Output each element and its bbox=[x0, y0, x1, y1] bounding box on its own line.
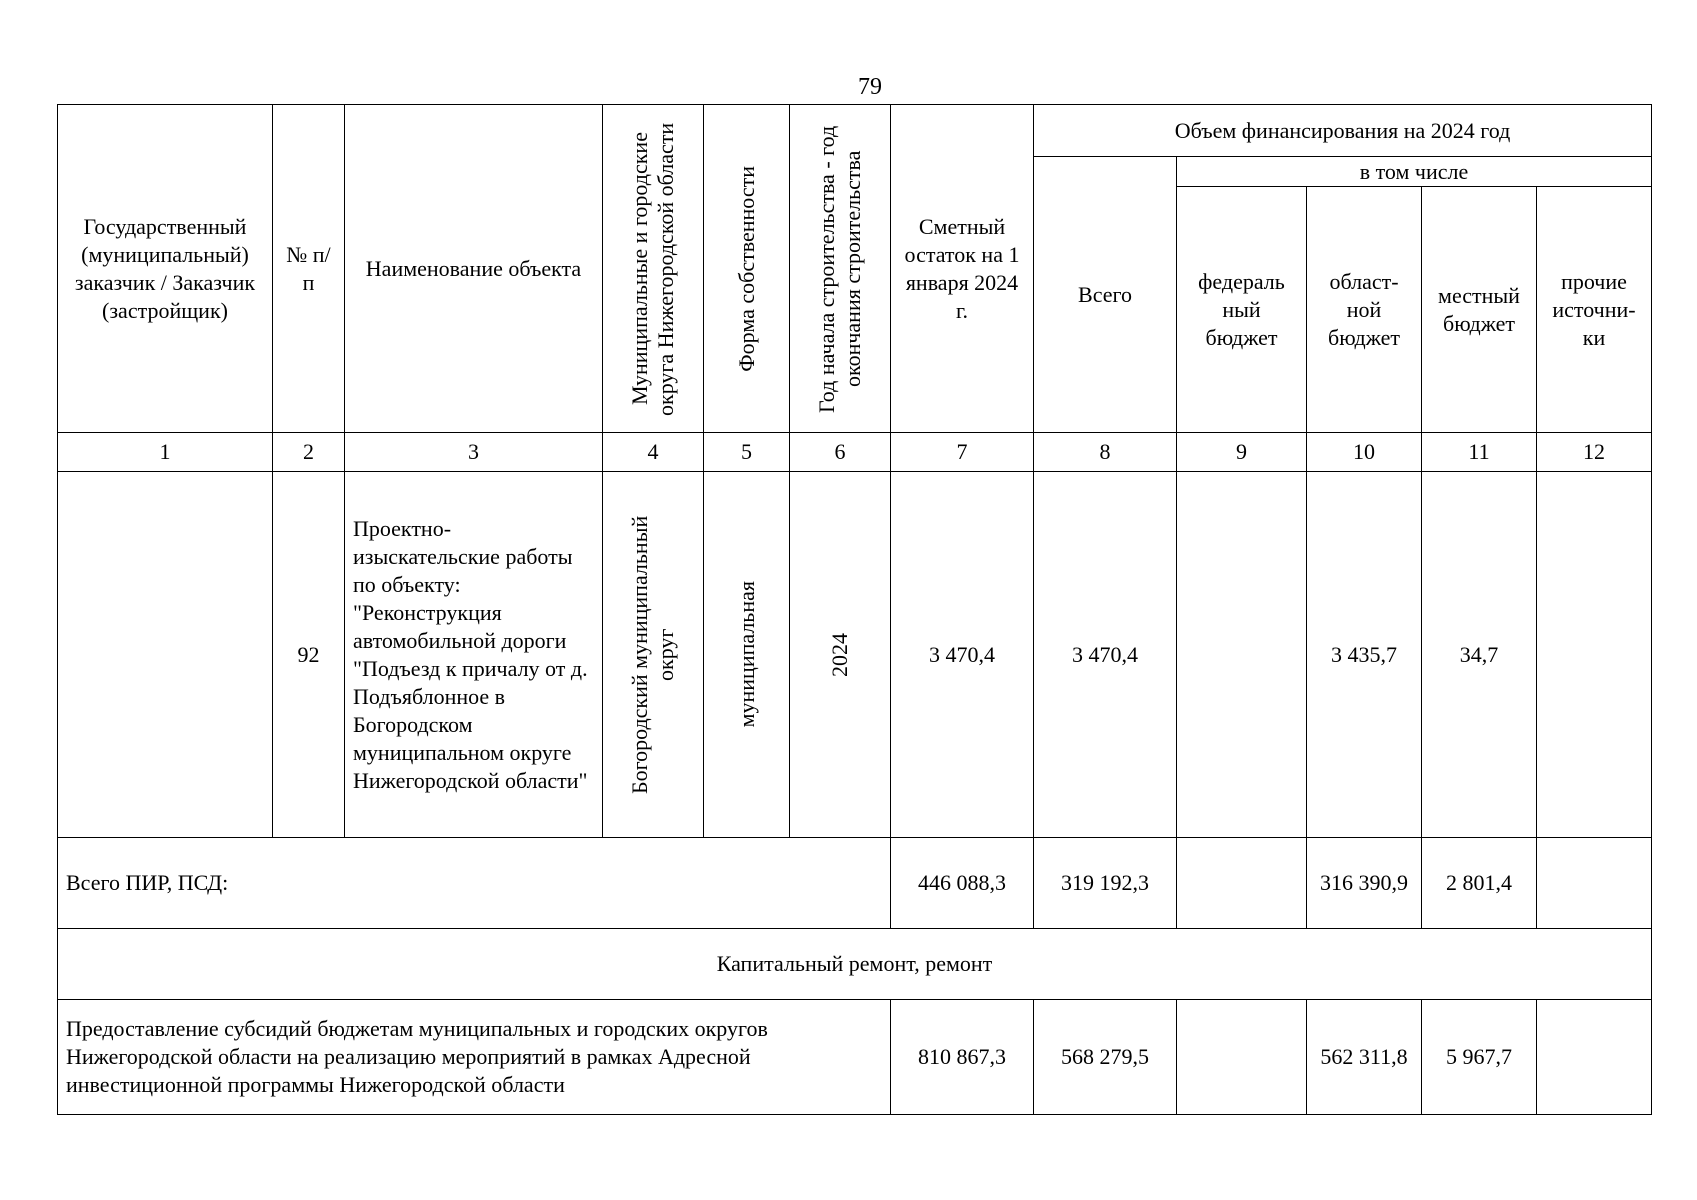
row-92-ownership bbox=[704, 472, 790, 838]
total-pir-local: 2 801,4 bbox=[1422, 838, 1537, 929]
header-number: № п/п bbox=[273, 105, 345, 433]
total-pir-federal bbox=[1177, 838, 1307, 929]
total-pir-total: 319 192,3 bbox=[1034, 838, 1177, 929]
row-92-customer bbox=[58, 472, 273, 838]
header-estimate-balance: Сметный остаток на 1 января 2024 г. bbox=[891, 105, 1034, 433]
header-ownership bbox=[704, 105, 790, 433]
row-92-total: 3 470,4 bbox=[1034, 472, 1177, 838]
column-number: 11 bbox=[1422, 433, 1537, 472]
header-federal: федераль ный бюджет bbox=[1177, 187, 1307, 433]
column-number: 6 bbox=[790, 433, 891, 472]
section-row bbox=[58, 929, 1652, 1000]
total-pir-row bbox=[58, 838, 1652, 929]
total-pir-estimate: 446 088,3 bbox=[891, 838, 1034, 929]
header-local: местный бюджет bbox=[1422, 187, 1537, 433]
row-92-estimate: 3 470,4 bbox=[891, 472, 1034, 838]
column-number: 2 bbox=[273, 433, 345, 472]
column-number: 1 bbox=[58, 433, 273, 472]
column-number: 8 bbox=[1034, 433, 1177, 472]
subsidy-local: 5 967,7 bbox=[1422, 1000, 1537, 1115]
column-number: 3 bbox=[345, 433, 603, 472]
row-92-regional: 3 435,7 bbox=[1307, 472, 1422, 838]
subsidy-regional: 562 311,8 bbox=[1307, 1000, 1422, 1115]
total-pir-other bbox=[1537, 838, 1652, 929]
header-years bbox=[790, 105, 891, 433]
financing-table bbox=[57, 104, 1652, 1115]
row-92-number: 92 bbox=[273, 472, 345, 838]
column-number: 10 bbox=[1307, 433, 1422, 472]
column-number: 7 bbox=[891, 433, 1034, 472]
header-row-1 bbox=[58, 105, 1652, 157]
page-number: 79 bbox=[858, 74, 882, 100]
row-92-ownership-text: муниципальная bbox=[733, 581, 759, 728]
subsidy-federal bbox=[1177, 1000, 1307, 1115]
row-92-year-text: 2024 bbox=[827, 632, 852, 677]
column-number: 5 bbox=[704, 433, 790, 472]
row-92-object-name: Проектно-изыскательские работы по объекту: "Реконструкция автомобильной дороги "Подъезд к причалу от д. Подъяблонное в Богородском муниципальном округе Нижегородской области" bbox=[345, 472, 603, 838]
total-pir-label: Всего ПИР, ПСД: bbox=[58, 838, 891, 929]
column-number: 4 bbox=[603, 433, 704, 472]
subsidy-label: Предоставление субсидий бюджетам муниципальных и городских округов Нижегородской области на реализацию мероприятий в рамках Адресной инвестиционной программы Нижегородской области bbox=[58, 1000, 891, 1115]
header-total: Всего bbox=[1034, 157, 1177, 433]
subsidy-estimate: 810 867,3 bbox=[891, 1000, 1034, 1115]
header-financing-title: Объем финансирования на 2024 год bbox=[1034, 105, 1652, 157]
column-number: 12 bbox=[1537, 433, 1652, 472]
header-including: в том числе bbox=[1177, 157, 1652, 187]
header-other: прочие источни- ки bbox=[1537, 187, 1652, 433]
subsidy-total: 568 279,5 bbox=[1034, 1000, 1177, 1115]
row-92-municipality-text: Богородский муниципальный округ bbox=[627, 515, 678, 794]
total-pir-regional: 316 390,9 bbox=[1307, 838, 1422, 929]
column-number-row bbox=[58, 433, 1652, 472]
subsidy-row bbox=[58, 1000, 1652, 1115]
row-92-municipality bbox=[603, 472, 704, 838]
row-92-other bbox=[1537, 472, 1652, 838]
header-object-name: Наименование объекта bbox=[345, 105, 603, 433]
row-92-year bbox=[790, 472, 891, 838]
row-92-local: 34,7 bbox=[1422, 472, 1537, 838]
header-municipality bbox=[603, 105, 704, 433]
header-customer: Государственный (муниципальный) заказчик / Заказчик (застройщик) bbox=[58, 105, 273, 433]
header-municipality-text: Муниципальные и городские округа Нижегородской области bbox=[627, 121, 678, 416]
column-number: 9 bbox=[1177, 433, 1307, 472]
table-row-92 bbox=[58, 472, 1652, 838]
subsidy-other bbox=[1537, 1000, 1652, 1115]
header-years-text: Год начала строительства - год окончания строительства bbox=[814, 124, 865, 413]
section-title: Капитальный ремонт, ремонт bbox=[58, 929, 1652, 1000]
row-92-federal bbox=[1177, 472, 1307, 838]
header-ownership-text: Форма собственности bbox=[733, 165, 759, 372]
header-regional: област- ной бюджет bbox=[1307, 187, 1422, 433]
